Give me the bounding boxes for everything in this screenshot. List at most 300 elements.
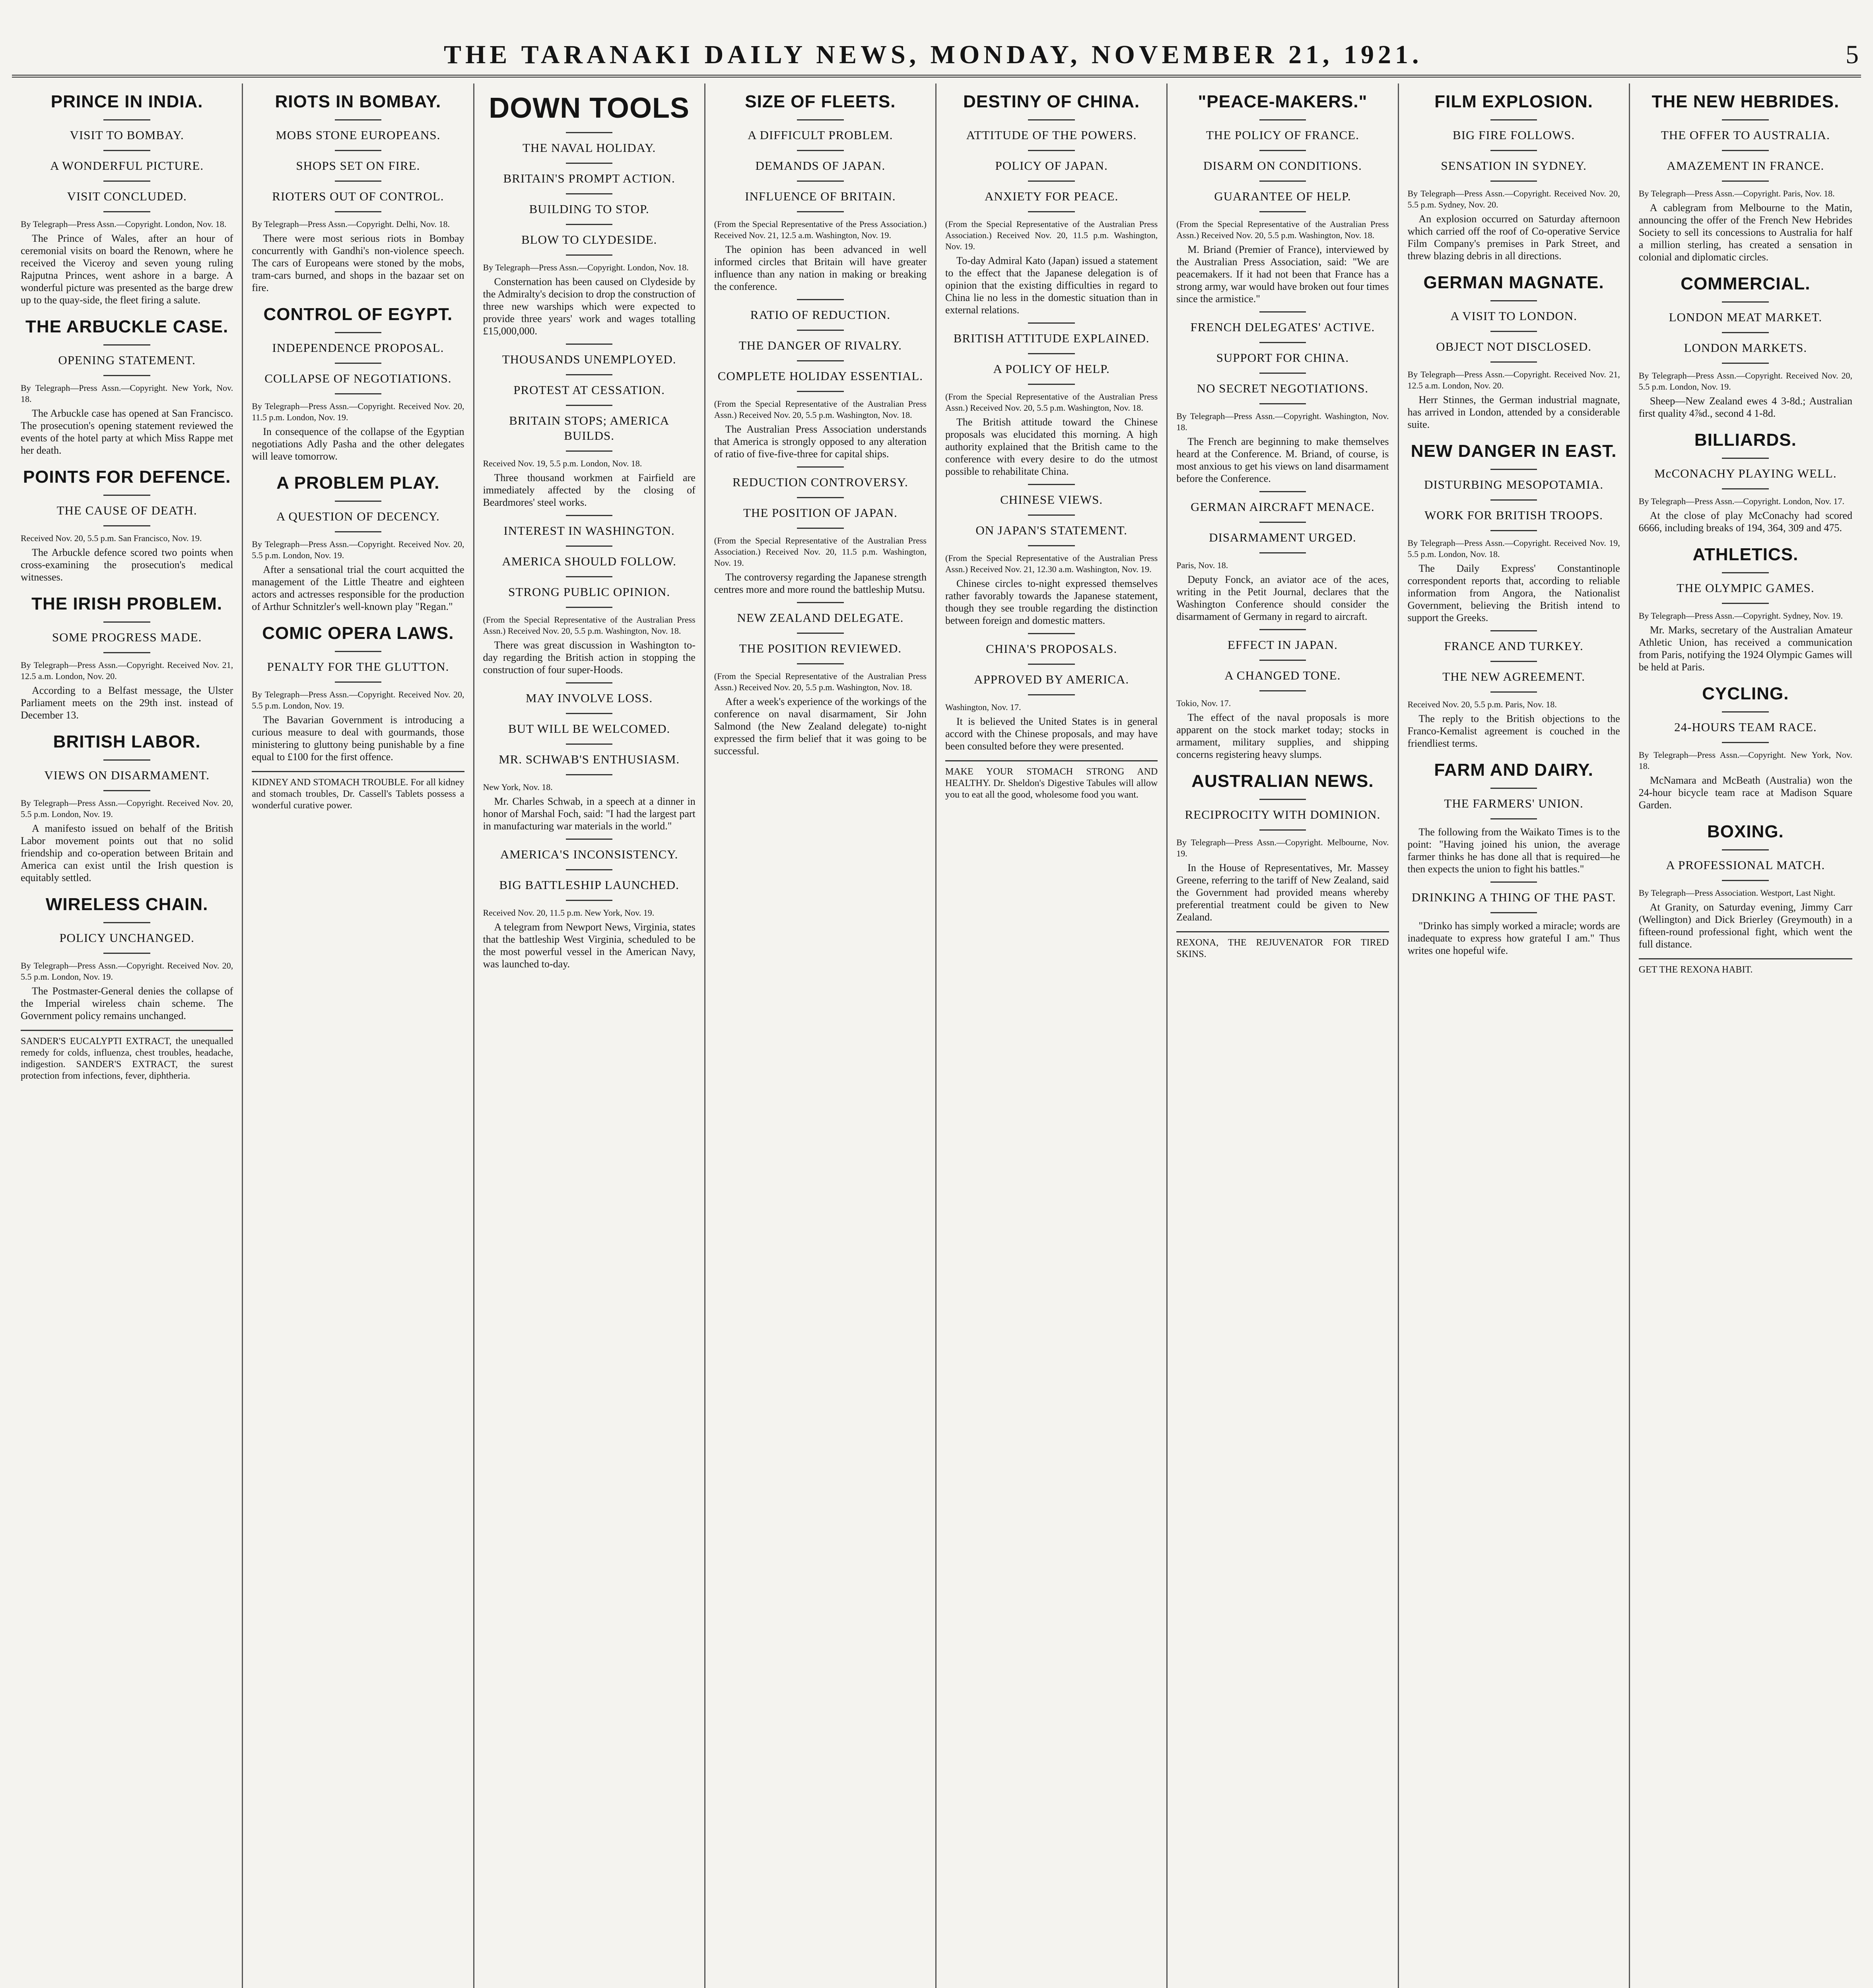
- article-headline: DESTINY OF CHINA.: [963, 92, 1140, 111]
- article-subheading: LONDON MARKETS.: [1684, 341, 1807, 355]
- columns: [12, 83, 1861, 1988]
- advertisement: GET THE REXONA HABIT.: [1639, 958, 1852, 976]
- subheading-rule: [1490, 499, 1537, 501]
- article-lead: The opinion has been advanced in well informed circles that Britain will have greater influence than any nation in making or breaking the conference.: [714, 244, 927, 292]
- subheading-rule: [103, 375, 150, 376]
- article-subheading: 24-HOURS TEAM RACE.: [1674, 720, 1817, 734]
- article: [252, 473, 464, 613]
- article-subheading: THE POSITION REVIEWED.: [739, 641, 902, 655]
- article-dateline: Received Nov. 20, 5.5 p.m. San Francisco, Nov. 19.: [21, 533, 202, 543]
- article-subheading: DISTURBING MESOPOTAMIA.: [1424, 478, 1604, 491]
- article-subheading: MOBS STONE EUROPEANS.: [276, 128, 441, 142]
- section-rule: [797, 602, 844, 603]
- advertisement: SANDER'S EUCALYPTI EXTRACT, the unequalled remedy for colds, influenza, chest troubles, headache, indigestion. SANDER'S EXTRACT, the surest protection from infections, fever, diphtheria.: [21, 1030, 233, 1082]
- article-dateline: By Telegraph—Press Assn.—Copyright. London, Nov. 18.: [21, 219, 227, 229]
- article-subheading: DISARMAMENT URGED.: [1209, 530, 1356, 544]
- article-dateline: By Telegraph—Press Assn.—Copyright. Sydney, Nov. 19.: [1638, 611, 1843, 621]
- article-lead: The Daily Express' Constantinople correspondent reports that, according to reliable information from Angora, the Nationalist Government, believing the British intend to support the Greeks.: [1407, 563, 1620, 623]
- article-dateline: By Telegraph—Press Assn.—Copyright. Received Nov. 20, 5.5 p.m. London, Nov. 19.: [21, 798, 233, 819]
- article: [1639, 274, 1852, 419]
- article-subheading: RECIPROCITY WITH DOMINION.: [1185, 808, 1381, 821]
- headline-rule: [1722, 119, 1769, 120]
- article-subheading: POLICY OF JAPAN.: [995, 159, 1108, 173]
- headline-rule: [335, 119, 382, 120]
- article-subheading: THE POSITION OF JAPAN.: [743, 506, 898, 520]
- article-dateline: By Telegraph—Press Assn.—Copyright. Received Nov. 20, 11.5 p.m. London, Nov. 19.: [252, 401, 464, 422]
- masthead-title: THE TARANAKI DAILY NEWS, MONDAY, NOVEMBER 21, 1921.: [443, 40, 1423, 69]
- article: [483, 682, 696, 832]
- article-headline: THE NEW HEBRIDES.: [1652, 92, 1840, 111]
- article: [714, 602, 927, 757]
- article-subheading: DISARM ON CONDITIONS.: [1203, 159, 1362, 173]
- article-subheading: STRONG PUBLIC OPINION.: [508, 585, 670, 599]
- article-dateline: (From the Special Representative of the Australian Press Assn.) Received Nov. 20, 5.5 p.m. Washington, Nov. 18.: [945, 392, 1158, 413]
- article-headline: AUSTRALIAN NEWS.: [1191, 771, 1374, 791]
- article-dateline: New York, Nov. 18.: [483, 782, 553, 792]
- subheading-rule: [103, 150, 150, 151]
- article-headline: FILM EXPLOSION.: [1434, 92, 1593, 111]
- article-subheading: OPENING STATEMENT.: [58, 353, 196, 367]
- article-subheading: McCONACHY PLAYING WELL.: [1654, 466, 1837, 480]
- article-dateline: Tokio, Nov. 17.: [1176, 698, 1231, 708]
- article-subheading: BUILDING TO STOP.: [529, 202, 649, 216]
- masthead: [12, 8, 1861, 78]
- section-rule: [1259, 311, 1306, 313]
- article-subheading: THE NEW AGREEMENT.: [1442, 670, 1585, 683]
- subheading-rule: [1259, 211, 1306, 212]
- headline-rule: [1722, 572, 1769, 573]
- news-column-3: [474, 83, 705, 1988]
- subheading-rule: [797, 150, 844, 151]
- subheading-rule: [335, 531, 382, 532]
- article: [1408, 91, 1620, 262]
- article-dateline: (From the Special Representative of the Australian Press Assn.) Received Nov. 21, 12.30 a.m. Washington, Nov. 19.: [945, 553, 1158, 574]
- article-subheading: THE NAVAL HOLIDAY.: [523, 141, 656, 155]
- headline-rule: [335, 332, 382, 333]
- subheading-rule: [1490, 661, 1537, 662]
- article-subheading: DEMANDS OF JAPAN.: [755, 159, 886, 173]
- subheading-rule: [103, 211, 150, 212]
- article-lead: At Granity, on Saturday evening, Jimmy Carr (Wellington) and Dick Brierley (Greymouth) in a fifteen-round professional fight, which went the full distance.: [1638, 901, 1852, 950]
- headline-rule: [335, 501, 382, 502]
- section-rule: [566, 839, 613, 840]
- article-dateline: (From the Special Representative of the Australian Press Assn.) Received Nov. 20, 5.5 p.m. Washington, Nov. 18.: [1176, 219, 1389, 240]
- article-lead: It is believed the United States is in general accord with the Chinese proposals, and may have been consulted before they were presented.: [945, 716, 1158, 752]
- article-dateline: By Telegraph—Press Assn.—Copyright. Melbourne, Nov. 19.: [1176, 837, 1389, 858]
- advertisement: KIDNEY AND STOMACH TROUBLE. For all kidney and stomach troubles, Dr. Cassell's Tablets possess a wonderful curative power.: [252, 771, 464, 812]
- article-lead: The reply to the British objections to the Franco-Kemalist agreement is couched in the friendliest terms.: [1407, 713, 1620, 749]
- headline-rule: [103, 759, 150, 761]
- article-lead: Herr Stinnes, the German industrial magnate, has arrived in London, attended by a considerable suite.: [1407, 394, 1620, 430]
- section-rule: [566, 344, 613, 345]
- article-headline: BOXING.: [1707, 822, 1784, 841]
- subheading-rule: [1259, 522, 1306, 523]
- subheading-rule: [1490, 530, 1537, 531]
- article: [252, 91, 464, 294]
- article: [945, 484, 1158, 627]
- article-lead: The French are beginning to make themselves heard at the Conference. M. Briand, of course, is most anxious to get his views on land disarmament before the Conference.: [1176, 436, 1389, 484]
- subheading-rule: [1028, 514, 1075, 516]
- subheading-rule: [797, 497, 844, 498]
- article-subheading: MAY INVOLVE LOSS.: [525, 691, 653, 705]
- headline-rule: [1259, 119, 1306, 120]
- subheading-rule: [566, 405, 613, 406]
- headline-rule: [103, 495, 150, 496]
- advertisement: MAKE YOUR STOMACH STRONG AND HEALTHY. Dr. Sheldon's Digestive Tabules will allow you to eat all the good, wholesome food you want.: [945, 760, 1158, 801]
- article-subheading: VIEWS ON DISARMAMENT.: [44, 768, 210, 782]
- article-dateline: Paris, Nov. 18.: [1176, 560, 1228, 570]
- article: [1639, 821, 1852, 950]
- subheading-rule: [1722, 880, 1769, 881]
- article-subheading: INTEREST IN WASHINGTON.: [503, 524, 675, 538]
- headline-rule: [335, 651, 382, 652]
- article: [945, 322, 1158, 478]
- article-lead: To-day Admiral Kato (Japan) issued a statement to the effect that the Japanese delegation is of opinion that the existing difficulties in regard to China lie no less in the domestic situation than in external relations.: [945, 255, 1158, 316]
- article-headline: RIOTS IN BOMBAY.: [275, 92, 441, 111]
- subheading-rule: [335, 211, 382, 212]
- article-headline: THE IRISH PROBLEM.: [31, 594, 223, 613]
- news-column-7: [1399, 83, 1630, 1988]
- article-dateline: By Telegraph—Press Assn.—Copyright. New York, Nov. 18.: [21, 383, 233, 404]
- subheading-rule: [566, 869, 613, 870]
- subheading-rule: [797, 391, 844, 392]
- headline-rule: [1490, 788, 1537, 789]
- article-subheading: GUARANTEE OF HELP.: [1214, 189, 1351, 203]
- headline-rule: [1490, 469, 1537, 470]
- subheading-rule: [1028, 211, 1075, 212]
- article: [1176, 491, 1389, 623]
- article: [1408, 881, 1620, 957]
- article-dateline: (From the Special Representative of the Australian Press Association.) Received Nov. 20, 11.5 p.m. Washington, Nov. 19.: [714, 536, 927, 568]
- subheading-rule: [1028, 181, 1075, 182]
- subheading-rule: [1490, 150, 1537, 151]
- subheading-rule: [1722, 603, 1769, 604]
- subheading-rule: [797, 663, 844, 664]
- article-headline: POINTS FOR DEFENCE.: [23, 467, 231, 487]
- article-dateline: (From the Special Representative of the Australian Press Association.) Received Nov. 20, 11.5 p.m. Washington, Nov. 19.: [945, 219, 1158, 251]
- article-headline: WIRELESS CHAIN.: [45, 895, 208, 914]
- subheading-rule: [566, 374, 613, 375]
- article: [1408, 441, 1620, 624]
- article-lead: Mr. Marks, secretary of the Australian Amateur Athletic Union, has received a communication from Paris, notifying the 1924 Olympic Games will be held at Paris.: [1638, 624, 1853, 673]
- article-subheading: MR. SCHWAB'S ENTHUSIASM.: [499, 752, 680, 766]
- article-headline: CYCLING.: [1702, 684, 1789, 703]
- article-dateline: By Telegraph—Press Association. Westport, Last Night.: [1638, 888, 1836, 898]
- section-rule: [1028, 633, 1075, 634]
- subheading-rule: [1490, 691, 1537, 693]
- article-dateline: By Telegraph—Press Assn.—Copyright. London, Nov. 18.: [483, 262, 689, 272]
- subheading-rule: [1028, 384, 1075, 385]
- article: [1176, 311, 1389, 485]
- news-column-1: [12, 83, 243, 1988]
- article-dateline: By Telegraph—Press Assn.—Copyright. Received Nov. 20, 5.5 p.m. Sydney, Nov. 20.: [1407, 188, 1620, 210]
- article-headline: "PEACE-MAKERS.": [1198, 92, 1368, 111]
- article-subheading: PENALTY FOR THE GLUTTON.: [267, 660, 449, 674]
- article-subheading: COLLAPSE OF NEGOTIATIONS.: [264, 371, 452, 385]
- section-rule: [797, 299, 844, 300]
- article-subheading: POLICY UNCHANGED.: [59, 931, 194, 945]
- article-headline: BILLIARDS.: [1694, 430, 1797, 450]
- subheading-rule: [1028, 545, 1075, 546]
- subheading-rule: [1259, 373, 1306, 374]
- headline-rule: [103, 922, 150, 923]
- subheading-rule: [335, 681, 382, 683]
- article-lead: Three thousand workmen at Fairfield are immediately affected by the closing of Beardmores' steel works.: [483, 472, 696, 508]
- article-dateline: By Telegraph—Press Assn.—Copyright. Paris, Nov. 18.: [1638, 188, 1835, 198]
- article: [21, 894, 233, 1022]
- article-subheading: BUT WILL BE WELCOMED.: [508, 722, 670, 736]
- subheading-rule: [797, 360, 844, 361]
- article-subheading: PROTEST AT CESSATION.: [513, 383, 665, 397]
- article-headline: ATHLETICS.: [1692, 545, 1799, 564]
- article-lead: There was great discussion in Washington to-day regarding the British action in stopping the construction of four super-Hoods.: [483, 639, 696, 676]
- subheading-rule: [1028, 664, 1075, 665]
- subheading-rule: [103, 181, 150, 182]
- article-subheading: EFFECT IN JAPAN.: [1227, 638, 1338, 652]
- article-subheading: RATIO OF REDUCTION.: [750, 308, 890, 322]
- article-lead: The Arbuckle case has opened at San Francisco. The prosecution's opening statement reviewed the events of the hotel party at which Miss Rappe met her death.: [21, 408, 233, 456]
- article-headline: THE ARBUCKLE CASE.: [25, 317, 229, 336]
- article-subheading: AMERICA'S INCONSISTENCY.: [500, 847, 678, 861]
- section-rule: [1490, 630, 1537, 631]
- article-subheading: SENSATION IN SYDNEY.: [1441, 159, 1587, 173]
- subheading-rule: [797, 181, 844, 182]
- article-subheading: AMAZEMENT IN FRANCE.: [1667, 159, 1824, 173]
- section-rule: [1028, 322, 1075, 324]
- article: [483, 515, 696, 676]
- article-headline: CONTROL OF EGYPT.: [263, 305, 453, 324]
- article-lead: The Arbuckle defence scored two points when cross-examining the prosecution's medical witnesses.: [21, 547, 233, 583]
- article-dateline: By Telegraph—Press Assn.—Copyright. London, Nov. 17.: [1638, 496, 1845, 506]
- headline-rule: [1028, 119, 1075, 120]
- subheading-rule: [1490, 818, 1537, 819]
- subheading-rule: [103, 790, 150, 791]
- article-subheading: A WONDERFUL PICTURE.: [50, 159, 204, 173]
- headline-rule: [1722, 711, 1769, 712]
- article-subheading: A QUESTION OF DECENCY.: [276, 509, 440, 523]
- article-dateline: (From the Special Representative of the Australian Press Assn.) Received Nov. 20, 5.5 p.m. Washington, Nov. 18.: [483, 615, 696, 636]
- subheading-rule: [103, 525, 150, 526]
- subheading-rule: [335, 150, 382, 151]
- article-lead: There were most serious riots in Bombay concurrently with Gandhi's non-violence speech. The cars of Europeans were stoned by the mobs, tram-cars burned, and shops in the bazaar set on fire.: [252, 233, 464, 293]
- article-subheading: AMERICA SHOULD FOLLOW.: [502, 554, 676, 568]
- article-subheading: BIG BATTLESHIP LAUNCHED.: [499, 878, 679, 892]
- headline-rule: [1490, 119, 1537, 120]
- article-subheading: THE FARMERS' UNION.: [1444, 796, 1584, 810]
- advertisement: REXONA, THE REJUVENATOR FOR TIRED SKINS.: [1176, 931, 1389, 960]
- article-dateline: Received Nov. 20, 5.5 p.m. Paris, Nov. 18.: [1407, 699, 1557, 709]
- article: [945, 91, 1158, 316]
- subheading-rule: [566, 607, 613, 608]
- article-lead: The Australian Press Association understands that America is strongly opposed to any alteration of ratio of five-five-three for capital ships.: [714, 423, 927, 460]
- subheading-rule: [1259, 342, 1306, 343]
- article-subheading: SUPPORT FOR CHINA.: [1216, 351, 1349, 365]
- headline-rule: [103, 344, 150, 346]
- section-rule: [566, 515, 613, 516]
- article-headline: COMIC OPERA LAWS.: [262, 623, 454, 643]
- article-headline: GERMAN MAGNATE.: [1423, 273, 1604, 292]
- news-column-8: [1630, 83, 1861, 1988]
- subheading-rule: [1259, 552, 1306, 553]
- article-subheading: FRENCH DELEGATES' ACTIVE.: [1190, 320, 1375, 334]
- article-subheading: BRITISH ATTITUDE EXPLAINED.: [953, 331, 1150, 345]
- subheading-rule: [566, 224, 613, 225]
- subheading-rule: [566, 713, 613, 714]
- article: [252, 623, 464, 763]
- subheading-rule: [335, 363, 382, 364]
- article: [1176, 91, 1389, 305]
- article: [483, 91, 696, 337]
- subheading-rule: [1259, 181, 1306, 182]
- article-subheading: FRANCE AND TURKEY.: [1444, 639, 1584, 653]
- article-lead: The controversy regarding the Japanese strength centres more and more round the battleship Mutsu.: [714, 571, 927, 595]
- article-subheading: BRITAIN STOPS; AMERICA BUILDS.: [509, 414, 670, 443]
- article-dateline: (From the Special Representative of the Press Association.) Received Nov. 21, 12.5 a.m. Washington, Nov. 19.: [714, 219, 927, 240]
- article-dateline: (From the Special Representative of the Australian Press Assn.) Received Nov. 20, 5.5 p.m. Washington, Nov. 18.: [714, 399, 927, 420]
- article-lead: The following from the Waikato Times is to the point: "Having joined his union, the average farmer thinks he has done all that is required—he then expects the union to fight his battles.": [1407, 826, 1620, 875]
- subheading-rule: [1028, 150, 1075, 151]
- subheading-rule: [1259, 690, 1306, 691]
- article-lead: Sheep—New Zealand ewes 4 3-8d.; Australian first quality 4⅞d., second 4 1-8d.: [1638, 395, 1852, 419]
- article: [714, 91, 927, 293]
- article-headline: NEW DANGER IN EAST.: [1411, 441, 1617, 461]
- article-lead: A cablegram from Melbourne to the Matin, announcing the offer of the French New Hebrides Society to sell its concessions to Australia for half a million sterling, has created a sensation in colonial and diplomatic circles.: [1638, 202, 1852, 263]
- article: [1639, 430, 1852, 534]
- article: [1639, 683, 1852, 811]
- subheading-rule: [566, 900, 613, 901]
- article-subheading: THE OLYMPIC GAMES.: [1677, 581, 1815, 595]
- subheading-rule: [566, 576, 613, 577]
- subheading-rule: [797, 330, 844, 331]
- subheading-rule: [1028, 353, 1075, 354]
- news-column-4: [705, 83, 936, 1988]
- article-subheading: A CHANGED TONE.: [1224, 668, 1341, 682]
- article: [945, 633, 1158, 752]
- headline-rule: [1722, 301, 1769, 303]
- article-subheading: SOME PROGRESS MADE.: [52, 630, 202, 644]
- article-dateline: By Telegraph—Press Assn.—Copyright. Washington, Nov. 18.: [1176, 411, 1389, 432]
- article-lead: After a sensational trial the court acquitted the management of the Little Theatre and eighteen actors and actresses responsible for the production of Arthur Schnitzler's well-known play "Regan.": [252, 564, 464, 612]
- subheading-rule: [1722, 332, 1769, 333]
- subheading-rule: [335, 393, 382, 394]
- section-rule: [797, 466, 844, 468]
- article-subheading: RIOTERS OUT OF CONTROL.: [272, 189, 444, 203]
- page-number: 5: [1846, 40, 1861, 69]
- article-subheading: VISIT TO BOMBAY.: [70, 128, 184, 142]
- article-subheading: COMPLETE HOLIDAY ESSENTIAL.: [717, 369, 923, 383]
- article-subheading: NEW ZEALAND DELEGATE.: [737, 611, 904, 625]
- article-subheading: DRINKING A THING OF THE PAST.: [1411, 890, 1616, 904]
- subheading-rule: [797, 528, 844, 529]
- article-lead: In consequence of the collapse of the Egyptian negotiations Adly Pasha and the other delegates will leave tomorrow.: [252, 426, 464, 462]
- article: [1176, 771, 1389, 923]
- subheading-rule: [1028, 694, 1075, 695]
- subheading-rule: [1490, 361, 1537, 363]
- news-column-5: [936, 83, 1168, 1988]
- article-subheading: WORK FOR BRITISH TROOPS.: [1424, 508, 1603, 522]
- article-subheading: BLOW TO CLYDESIDE.: [521, 233, 657, 247]
- article-dateline: (From the Special Representative of the Australian Press Assn.) Received Nov. 20, 5.5 p.m. Washington, Nov. 18.: [714, 671, 927, 692]
- headline-rule: [103, 119, 150, 120]
- article-subheading: CHINESE VIEWS.: [1000, 493, 1103, 507]
- article: [1408, 760, 1620, 875]
- subheading-rule: [566, 546, 613, 547]
- article: [21, 316, 233, 456]
- news-column-2: [243, 83, 474, 1988]
- article-lead: Deputy Fonck, an aviator ace of the aces, writing in the Petit Journal, declares that the Washington Conference should consider the disarmament of Germany in regard to aircraft.: [1176, 574, 1389, 622]
- subheading-rule: [1722, 363, 1769, 364]
- article-headline: SIZE OF FLEETS.: [745, 92, 896, 111]
- article-dateline: By Telegraph—Press Assn.—Copyright. Received Nov. 20, 5.5 p.m. London, Nov. 19.: [252, 539, 464, 560]
- article: [1408, 630, 1620, 749]
- article: [252, 304, 464, 462]
- section-rule: [1259, 491, 1306, 492]
- article-headline: A PROBLEM PLAY.: [276, 473, 440, 493]
- article-subheading: ANXIETY FOR PEACE.: [984, 189, 1119, 203]
- article-headline: COMMERCIAL.: [1681, 274, 1811, 293]
- article-headline: PRINCE IN INDIA.: [51, 92, 203, 111]
- subheading-rule: [566, 744, 613, 745]
- article-subheading: A DIFFICULT PROBLEM.: [748, 128, 893, 142]
- headline-rule: [566, 132, 613, 133]
- article-subheading: APPROVED BY AMERICA.: [974, 672, 1129, 686]
- article-lead: The Postmaster-General denies the collapse of the Imperial wireless chain scheme. The Government policy remains unchanged.: [21, 985, 233, 1021]
- subheading-rule: [1722, 181, 1769, 182]
- article-dateline: By Telegraph—Press Assn.—Copyright. Received Nov. 21, 12.5 a.m. London, Nov. 20.: [21, 660, 233, 681]
- article-subheading: BIG FIRE FOLLOWS.: [1453, 128, 1575, 142]
- subheading-rule: [1490, 181, 1537, 182]
- article-subheading: THE POLICY OF FRANCE.: [1206, 128, 1359, 142]
- masthead-left-space: [12, 40, 21, 70]
- article-subheading: A POLICY OF HELP.: [993, 362, 1110, 376]
- article-subheading: BRITAIN'S PROMPT ACTION.: [503, 171, 675, 185]
- article: [21, 732, 233, 884]
- article-headline: FARM AND DAIRY.: [1434, 760, 1593, 780]
- subheading-rule: [335, 181, 382, 182]
- article-lead: The British attitude toward the Chinese proposals was elucidated this morning. A high authority explained that the British came to the conference with every desire to do the utmost possible to rehabilitate China.: [945, 416, 1158, 477]
- article-subheading: ATTITUDE OF THE POWERS.: [966, 128, 1137, 142]
- article-subheading: THE CAUSE OF DEATH.: [56, 503, 197, 517]
- article-lead: The effect of the naval proposals is more apparent on the stock market today; stocks in armament, military supplies, and shipping concerns registering heavy slumps.: [1176, 712, 1389, 760]
- article-subheading: A VISIT TO LONDON.: [1450, 309, 1578, 323]
- subheading-rule: [1722, 742, 1769, 743]
- article-subheading: GERMAN AIRCRAFT MENACE.: [1191, 500, 1375, 514]
- section-rule: [1490, 881, 1537, 883]
- subheading-rule: [1259, 150, 1306, 151]
- subheading-rule: [1259, 829, 1306, 831]
- subheading-rule: [1490, 912, 1537, 913]
- article-subheading: A PROFESSIONAL MATCH.: [1666, 858, 1825, 872]
- article-headline: BRITISH LABOR.: [53, 732, 201, 751]
- article-dateline: Received Nov. 20, 11.5 p.m. New York, Nov. 19.: [483, 908, 655, 918]
- subheading-rule: [1722, 488, 1769, 489]
- article-dateline: Washington, Nov. 17.: [945, 702, 1021, 712]
- article-lead: M. Briand (Premier of France), interviewed by the Australian Press Association, said: "We are peacemakers. If it had not been that France has a strong army, war would have broken out four times since the armistice.": [1176, 244, 1389, 305]
- article-subheading: CHINA'S PROPOSALS.: [986, 642, 1117, 656]
- article-subheading: THE DANGER OF RIVALRY.: [738, 338, 902, 352]
- article-subheading: INFLUENCE OF BRITAIN.: [745, 189, 896, 203]
- subheading-rule: [1259, 403, 1306, 404]
- article: [714, 299, 927, 460]
- article-subheading: THE OFFER TO AUSTRALIA.: [1661, 128, 1830, 142]
- article-subheading: SHOPS SET ON FIRE.: [296, 159, 420, 173]
- article-dateline: By Telegraph—Press Assn.—Copyright. Received Nov. 20, 5.5 p.m. London, Nov. 19.: [21, 961, 233, 982]
- news-column-6: [1168, 83, 1399, 1988]
- article: [21, 91, 233, 306]
- article-lead: After a week's experience of the workings of the conference on naval disarmament, Sir John Salmond (the New Zealand delegate) to-night expressed the firm belief that it was going to be successful.: [714, 696, 927, 757]
- article: [483, 839, 696, 970]
- article-dateline: By Telegraph—Press Assn.—Copyright. Received Nov. 20, 5.5 p.m. London, Nov. 19.: [252, 689, 464, 711]
